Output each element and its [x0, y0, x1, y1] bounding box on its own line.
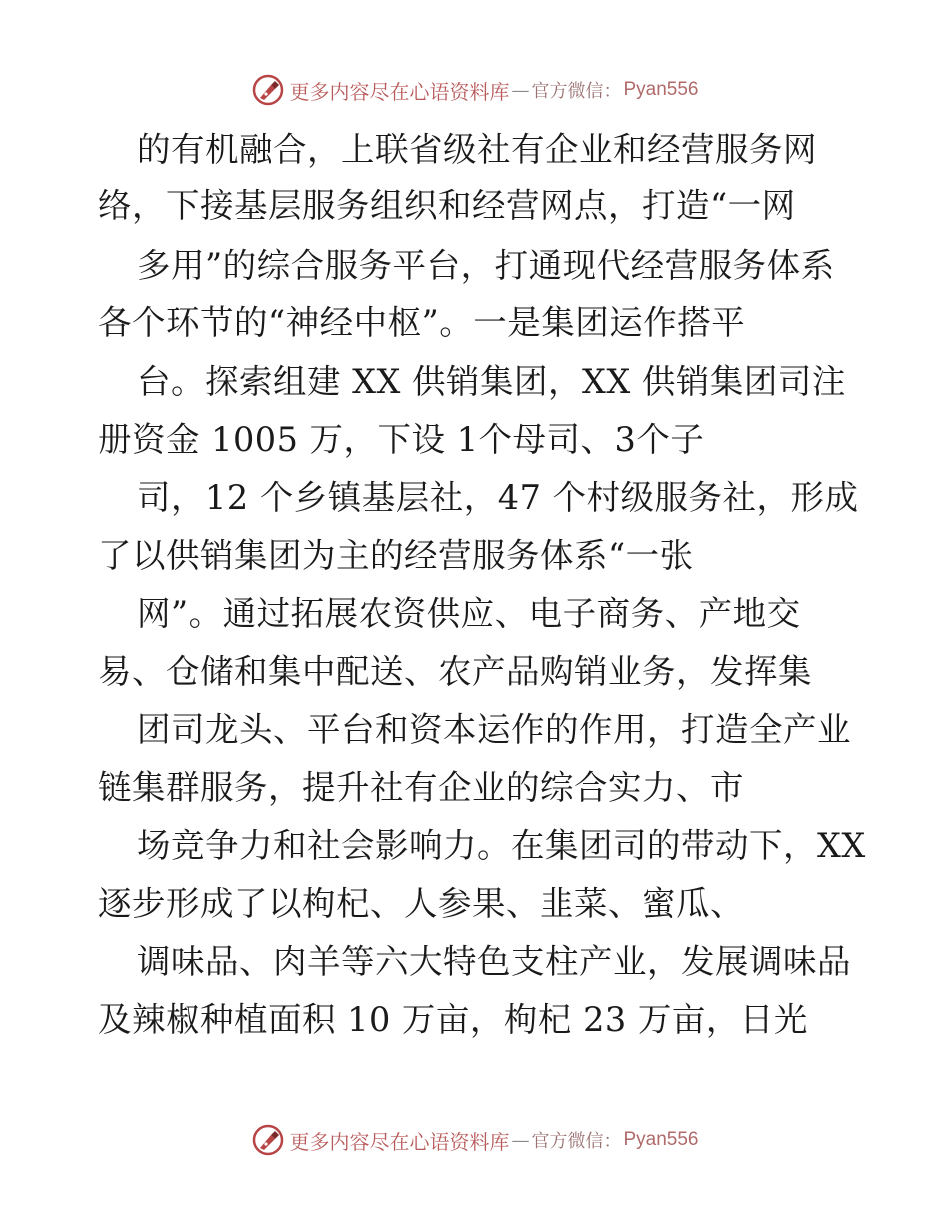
banner-text: 更多内容尽在心语资料库 [289, 79, 510, 104]
text-line: 台。探索组建 XX 供销集团，XX 供销集团司注 [137, 362, 846, 401]
text-line: 的有机融合，上联省级社有企业和经营服务网 [137, 130, 817, 169]
text-line: 各个环节的“神经中枢”。一是集团运作搭平 [98, 303, 746, 342]
text-line: 册资金 1005 万，下设 1个母司、3个子 [98, 420, 705, 459]
banner-separator: — [511, 79, 530, 101]
header-banner [0, 70, 950, 110]
footer-banner [0, 1120, 950, 1160]
pen-nib-logo-icon [251, 1123, 285, 1157]
text-line: 司，12 个乡镇基层社，47 个村级服务社，形成 [137, 478, 859, 517]
banner-wechat-label: 官方微信： [531, 1131, 622, 1152]
text-line: 了以供销集团为主的经营服务体系“一张 [98, 536, 694, 575]
text-line: 网”。通过拓展农资供应、电子商务、产地交 [137, 594, 801, 633]
text-line: 多用”的综合服务平台，打通现代经营服务体系 [137, 246, 835, 285]
text-line: 易、仓储和集中配送、农产品购销业务，发挥集 [98, 652, 812, 691]
text-line: 场竞争力和社会影响力。在集团司的带动下，XX [137, 826, 866, 865]
text-line: 络，下接基层服务组织和经营网点，打造“一网 [98, 186, 796, 225]
banner-wechat-label: 官方微信： [531, 81, 622, 102]
banner-wechat-id: Pyan556 [623, 1129, 699, 1150]
text-line: 调味品、肉羊等六大特色支柱产业，发展调味品 [137, 942, 851, 981]
text-line: 逐步形成了以枸杞、人参果、韭菜、蜜瓜、 [98, 884, 744, 923]
pen-nib-logo-icon [251, 73, 285, 107]
banner-wechat-id: Pyan556 [623, 79, 699, 100]
text-line: 及辣椒种植面积 10 万亩，枸杞 23 万亩，日光 [98, 1000, 808, 1039]
text-line: 链集群服务，提升社有企业的综合实力、市 [98, 768, 744, 807]
text-line: 团司龙头、平台和资本运作的作用，打造全产业 [137, 710, 851, 749]
banner-separator: — [511, 1129, 530, 1151]
banner-text: 更多内容尽在心语资料库 [289, 1129, 510, 1154]
